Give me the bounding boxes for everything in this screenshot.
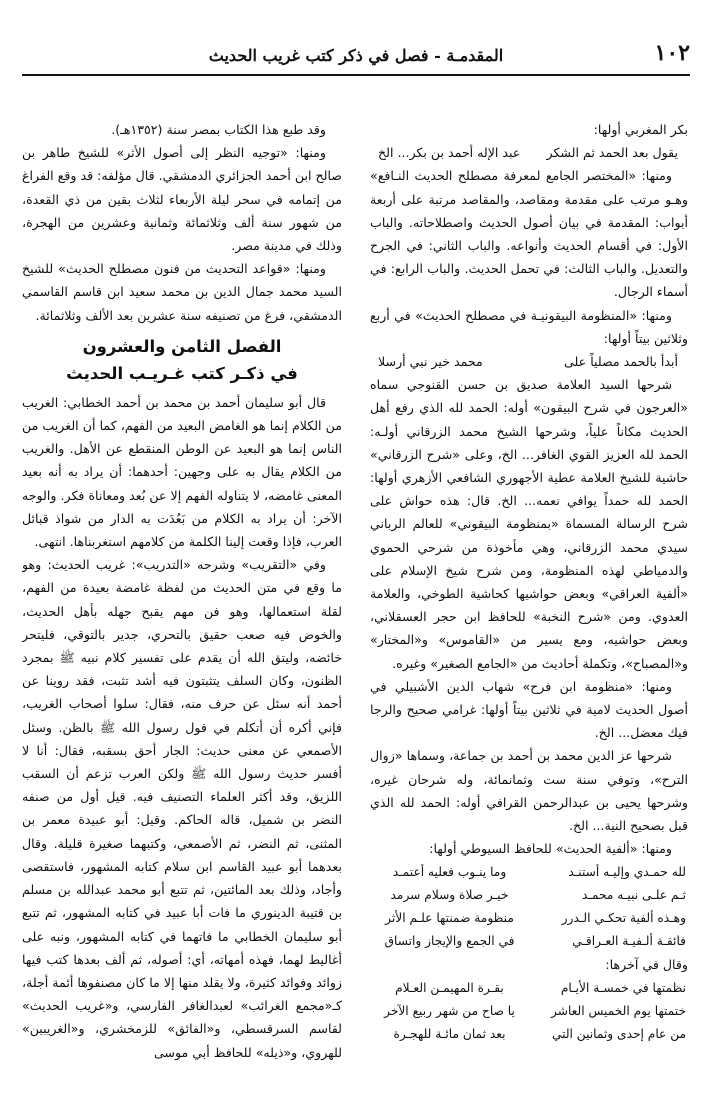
chapter-heading (22, 333, 342, 387)
right-column (370, 118, 688, 1102)
verse-row (370, 1000, 688, 1023)
paragraph: ومنها: «المختصر الجامع لمعرفة مصطلح الحديث النـافع» وهـو مرتب على مقدمة ومقاصد، والمقاصد مرتبة على أربعة أبواب: المقدمة في بيان أصول الحديث واصطلاحاته. والباب الأول: في أقسام الحديث وأنواعه. والباب الثاني: في الجرح والتعديل. والباب الثالث: في تحمل الحديث. والباب الرابع: في أسماء الرجال. (370, 168, 688, 300)
paragraph: شرحها عز الدين محمد بن أحمد بن جماعة، وسماها «زوال الترح»، وتوفي سنة ست وثمانمائة، وله شرحان غيره، وشرحها يحيى بن عبدالرحمن القرافي أوله: الحمد لله الذي قبل بصحيح النية... الخ. (370, 748, 688, 834)
paragraph: ومنها: «ألفية الحديث» للحافظ السيوطي أولها: (429, 841, 672, 857)
verse-hemistich: يقول بعد الحمد ثم الشكر (546, 145, 678, 161)
verse-row (370, 861, 688, 884)
paragraph: ومنها: «توجيه النظر إلى أصول الأثر» للشيخ طاهر بن صالح ابن أحمد الجزائري الدمشقي. قال مؤلفه: قد وقع الفراغ من إتمامه في سحر ليلة الأربعاء لثلاث بقين من ذي القعدة، من شهور سنة ألف وثلاثمائة وثمانية وعشرين من الهجرة، وذلك في مدينة مصر. (22, 145, 342, 254)
paragraph: بكر المغربي أولها: (593, 122, 688, 137)
chapter-title: في ذكـر كتب غـريـب الحديث (66, 363, 298, 383)
paragraph: ومنها: «المنظومة البيقونيـة في مصطلح الحديث» في أربع وثلاثين بيتاً أولها: (370, 307, 688, 346)
paragraph: ومنها: «قواعد التحديث من فنون مصطلح الحديث» للشيخ السيد محمد جمال الدين بن محمد سعيد ابن قاسم القاسمي الدمشقي، فرغ من تصنيفه سنة عشرين بعد الألف وثلاثمائة. (22, 261, 342, 323)
left-column (22, 118, 342, 1102)
verse-hemistich: خيـر صلاة وسلام سرمد (390, 887, 509, 902)
running-title: المقدمـة - فصل في ذكر كتب غريب الحديث (208, 46, 504, 65)
verse-row (370, 884, 688, 907)
paragraph: وقد طبع هذا الكتاب بمصر سنة (١٣٥٢هـ). (111, 122, 326, 137)
paragraph: ومنها: «منظومة ابن فرح» شهاب الدين الأشبيلي في أصول الحديث لامية في ثلاثين بيتاً أولها: غرامي صحيح والرجا فيك معضل... الخ. (370, 678, 688, 741)
paragraph: شرحها السيد العلامة صديق بن حسن القنوجي سماه «العرجون في شرح البيقون» أوله: الحمد لله الذي رفع أهل الحديث مكاناً علياً، وشرحها الشيخ محمد الزرقاني أولـه: الحمد لله العزيز القوي الغافر... الخ، وعلى «شرح الزرقاني» حاشية للشيخ العلامة عطية الأجهوري الشافعي الأزهري أولها: الحمد لله حمداً يوافي نعمه... الخ. قال: هذه حواش على شرح الرسالة المسماة «بمنظومة البيقوني» للعالم الرباني سيدي محمد الزرقاني، وهي مأخوذة من شرحي الحموي والدمياطي لهذه المنظومة، ومن شرح شيخ الإسلام على «ألفية العراقي» وبعض حواشيها كحاشية الطوخي، والعلامة العدوي. ومن «شرح النخبة» للحافظ ابن حجر العسقلاني، وبعض حواشيه، ومع يسير من «القاموس» و«المختار» و«المصباح»، وتكملة أحاديث من «الجامع الصغير» وغيره. (370, 377, 688, 671)
header-rule (22, 74, 690, 76)
verse-hemistich: يا صاح من شهر ربيع الآخر (384, 1003, 515, 1018)
verse-hemistich: وهـذه ألفية تحكـي الـدرر (561, 910, 686, 925)
verse-row (370, 907, 688, 930)
verse-hemistich: في الجمع والإيجاز واتساق (384, 934, 515, 949)
verse-line (378, 141, 678, 164)
verse-hemistich: محمد خير نبي أرسلا (378, 354, 483, 370)
verse-hemistich: بقـرة المهيمـن العـلام (395, 980, 504, 995)
verse-hemistich: وما ينـوب فعليه أعتمـد (392, 864, 507, 879)
verse-row (370, 977, 688, 1000)
verse-hemistich: بعد ثمان مائـة للهجـرة (393, 1026, 506, 1041)
verse-hemistich: فائقـة ألـفيـة العـراقـي (572, 934, 686, 949)
verse-row (370, 1023, 688, 1046)
verse-hemistich: أبدأ بالحمد مصلياً على (564, 354, 678, 370)
chapter-number: الفصل الثامن والعشرون (82, 336, 282, 356)
verse-row (370, 930, 688, 953)
paragraph: وقال في آخرها: (605, 957, 688, 973)
verse-hemistich: لله حمـدي وإليـه أستنـد (568, 864, 686, 879)
verse-hemistich: ثـم علـى نبيـه محمـد (582, 887, 686, 902)
verse-hemistich: ختمتها يوم الخميس العاشر (551, 1003, 686, 1018)
verse-hemistich: نظمتها في خمسـة الأيـام (560, 980, 686, 995)
verse-hemistich: من عام إحدى وثمانين التي (551, 1026, 686, 1041)
verse-hemistich: عبد الإله أحمد بن بكر... الخ (378, 145, 521, 161)
paragraph: وفي «التقريب» وشرحه «التدريب»: غريب الحديث: وهو ما وقع في متن الحديث من لفظة غامضة بعيدة من الفهم، لقلة استعمالها، وهو فن مهم يقبح جهله بأهل الحديث، والخوض فيه صعب حقيق بالتحري، جدير بالتوقي، فليتحر خائضه، وليتق الله أن يقدم على تفسير كلام نبيه ﷺ بمجرد الظنون، وكان السلف يتثبتون فيه أشد تثبت، فقد روينا عن أحمد أنه سئل عن حرف منه، فقال: سلوا أصحاب الغريب، فإني أكره أن أتكلم في قول رسول الله ﷺ بالظن. وسئل الأصمعي عن معنى حديث: الجار أحق بسقبه، فقال: أنا لا أفسر حديث رسول الله ﷺ ولكن العرب تزعم أن السقب اللزيق، وقد أكثر العلماء التصنيف فيه. قيل أول من صنفه النضر بن شميل، قاله الحاكم. وقيل: أبو عبيدة معمر بن المثنى، ثم النضر، ثم الأصمعي، وكتبهما صغيرة قليلة. وقال بعدهما أبو عبيد القاسم ابن سلام كتابه المشهور، فاستقصى وأجاد، وذلك بعد المائتين، ثم تتبع أبو محمد عبدالله بن مسلم بن قتيبة الدينوري ما فات أبا عبيد في كتابه المشهور، ثم تتبع أبو سليمان الخطابي ما فاتهما في كتابه المشهور، ونبه على أغاليط لهما، فهذه أمهاته، أي: أصوله، ثم ألف بعدها كتب فيها زوائد وفوائد كثيرة، ولا يقلد منها إلا ما كان مصنفوها أئمة أجلة، كـ«مجمع الغرائب» لعبدالغافر الفارسي، و«غريب الحديث» لقاسم السرقسطي، و«الفائق» للزمخشري، و«الغريبين» للهروي، و«ذيله» للحافظ أبي موسى (22, 557, 342, 1060)
paragraph: قال أبو سليمان أحمد بن محمد بن أحمد الخطابي: الغريب من الكلام إنما هو الغامض البعيد من الفهم، كما أن الغريب من الناس إنما هو البعيد عن الوطن المنقطع عن الأهل. والغريب من الكلام يقال به على وجهين: أحدهما: أن يراد به أنه بعيد المعنى غامضه، لا يتناوله الفهم إلا عن بُعد ومعاناة فكر. والوجه الآخر: أن يراد به الكلام من بَعُدَت به الدار من شواذ قبائل العرب، فإذا وقعت إلينا الكلمة من كلامهم استغربناها. انتهى. (22, 394, 342, 550)
page-number: ١٠٢ (654, 40, 690, 66)
verse-hemistich: منظومة ضمنتها علـم الأثر (385, 910, 514, 925)
page-header (22, 34, 690, 74)
verse-table (370, 861, 688, 954)
verse-table (370, 977, 688, 1047)
verse-line (378, 350, 678, 373)
